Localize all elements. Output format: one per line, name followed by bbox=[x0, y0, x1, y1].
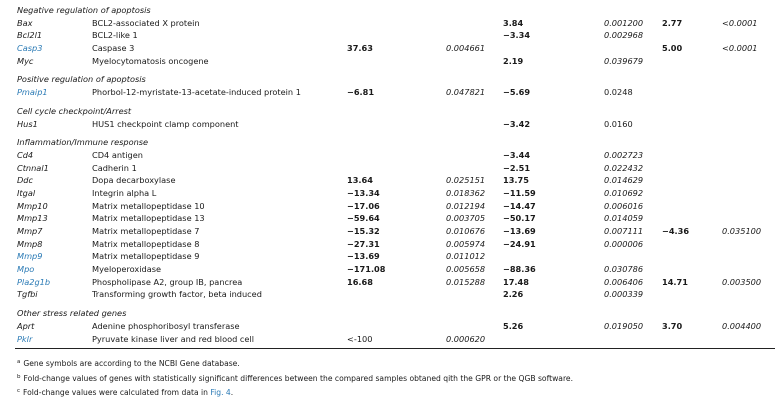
table-row bbox=[0, 250, 776, 263]
p-value-1: 0.005658 bbox=[446, 264, 486, 275]
gene-name: Matrix metallopeptidase 9 bbox=[92, 251, 200, 262]
gene-symbol: Ddc bbox=[17, 175, 34, 186]
p-value-2: 0.002968 bbox=[604, 30, 644, 41]
gene-table bbox=[0, 4, 776, 345]
footnote-a: $^a$ Gene symbols are according to the NCBI Gene database. bbox=[17, 359, 240, 368]
section-heading bbox=[0, 73, 776, 86]
p-value-2: 0.007111 bbox=[604, 226, 644, 236]
p-value-1: 0.000620 bbox=[446, 333, 486, 344]
table-row bbox=[0, 238, 776, 251]
p-value-1: 0.018362 bbox=[446, 187, 486, 198]
fold-change-2: −3.44 bbox=[503, 149, 531, 160]
fold-change-2: 2.19 bbox=[503, 55, 524, 66]
footnote-c: $^c$ Fold-change values were calculated from data in Fig. 4. bbox=[17, 388, 234, 397]
table-row bbox=[0, 55, 776, 68]
fold-change-1: 37.63 bbox=[347, 43, 373, 54]
figure-link[interactable]: Fig. 4 bbox=[210, 388, 231, 397]
table-row bbox=[0, 118, 776, 131]
p-value-1: 0.025151 bbox=[446, 175, 486, 186]
p-value-1: 0.005974 bbox=[446, 238, 486, 249]
gene-name: Matrix metallopeptidase 7 bbox=[92, 226, 200, 236]
p-value-2: 0.039679 bbox=[604, 55, 644, 66]
gene-name: Phorbol-12-myristate-13-acetate-induced protein 1 bbox=[92, 87, 301, 98]
fold-change-2: −24.91 bbox=[503, 238, 536, 249]
gene-symbol: Mmp13 bbox=[17, 213, 48, 224]
table-row bbox=[0, 200, 776, 213]
gene-name: HUS1 checkpoint clamp component bbox=[92, 118, 239, 129]
gene-symbol: Mmp7 bbox=[17, 226, 43, 236]
section-title: Other stress related genes bbox=[17, 308, 127, 319]
section-heading bbox=[0, 105, 776, 118]
section-title: Negative regulation of apoptosis bbox=[17, 5, 151, 15]
fold-change-1: −13.69 bbox=[347, 251, 380, 262]
table-row bbox=[0, 212, 776, 225]
gene-name: Cadherin 1 bbox=[92, 162, 137, 173]
fold-change-1: <-100 bbox=[347, 333, 373, 344]
table-row bbox=[0, 320, 776, 333]
p-value-1: 0.011012 bbox=[446, 251, 486, 262]
table-row bbox=[0, 276, 776, 289]
section-title: Positive regulation of apoptosis bbox=[17, 74, 146, 85]
p-value-3: 0.004400 bbox=[722, 320, 762, 331]
gene-name: Transforming growth factor, beta induced bbox=[92, 289, 262, 300]
p-value-2: 0.002723 bbox=[604, 149, 644, 160]
gene-symbol: Mmp8 bbox=[17, 238, 43, 249]
gene-name: Pyruvate kinase liver and red blood cell bbox=[92, 333, 254, 344]
gene-symbol: Hus1 bbox=[17, 118, 38, 129]
section-heading bbox=[0, 136, 776, 149]
fold-change-2: 3.84 bbox=[503, 17, 524, 28]
p-value-2: 0.030786 bbox=[604, 264, 644, 275]
fold-change-2: −3.34 bbox=[503, 30, 531, 41]
gene-name: Matrix metallopeptidase 13 bbox=[92, 213, 205, 224]
p-value-2: 0.019050 bbox=[604, 320, 644, 331]
p-value-1: 0.004661 bbox=[446, 43, 486, 54]
fold-change-1: 16.68 bbox=[347, 276, 373, 287]
gene-name: Integrin alpha L bbox=[92, 187, 157, 198]
p-value-1: 0.010676 bbox=[446, 226, 486, 236]
fold-change-2: 17.48 bbox=[503, 276, 529, 287]
fold-change-1: −6.81 bbox=[347, 87, 375, 98]
p-value-3: 0.003500 bbox=[722, 276, 762, 287]
table-row bbox=[0, 187, 776, 200]
table-row bbox=[0, 86, 776, 99]
table-row bbox=[0, 288, 776, 301]
section-title: Cell cycle checkpoint/Arrest bbox=[17, 105, 132, 116]
fold-change-3: −4.36 bbox=[662, 226, 690, 236]
section-heading bbox=[0, 4, 776, 17]
gene-symbol: Bax bbox=[17, 17, 33, 28]
p-value-3: <0.0001 bbox=[722, 17, 758, 28]
table-row bbox=[0, 29, 776, 42]
gene-symbol: Itgal bbox=[17, 187, 36, 198]
p-value-2: 0.006406 bbox=[604, 276, 644, 287]
fold-change-1: −17.06 bbox=[347, 200, 380, 211]
gene-symbol: Ctnnal1 bbox=[17, 162, 49, 173]
table-row bbox=[0, 225, 776, 238]
footnotes bbox=[17, 356, 767, 400]
table-bottom-rule bbox=[15, 348, 775, 349]
gene-symbol: Tgfbi bbox=[17, 289, 38, 300]
gene-name: BCL2-associated X protein bbox=[92, 17, 200, 28]
p-value-2: 0.0160 bbox=[604, 118, 633, 129]
p-value-2: 0.014629 bbox=[604, 175, 644, 186]
gene-name: Myeloperoxidase bbox=[92, 264, 162, 275]
fold-change-2: 13.75 bbox=[503, 175, 529, 186]
fold-change-2: −3.42 bbox=[503, 118, 531, 129]
fold-change-1: −13.34 bbox=[347, 187, 380, 198]
p-value-2: 0.022432 bbox=[604, 162, 644, 173]
table-row bbox=[0, 162, 776, 175]
gene-symbol: Cd4 bbox=[17, 149, 34, 160]
table-row bbox=[0, 149, 776, 162]
gene-symbol[interactable]: Mpo bbox=[17, 264, 35, 275]
p-value-2: 0.001200 bbox=[604, 17, 644, 28]
p-value-2: 0.006016 bbox=[604, 200, 644, 211]
fold-change-3: 14.71 bbox=[662, 276, 688, 287]
footnote-b: $^b$ Fold-change values of genes with statistically significant differences between the compared samples obtaned qith the GPR or the QGB software. bbox=[17, 373, 573, 383]
fold-change-2: −14.47 bbox=[503, 200, 536, 211]
p-value-3: 0.035100 bbox=[722, 226, 762, 236]
fold-change-1: −15.32 bbox=[347, 226, 380, 236]
gene-name: Dopa decarboxylase bbox=[92, 175, 176, 186]
gene-symbol[interactable]: Pklr bbox=[17, 333, 33, 344]
p-value-2: 0.000339 bbox=[604, 289, 644, 300]
fold-change-2: −5.69 bbox=[503, 87, 531, 98]
gene-name: Matrix metallopeptidase 8 bbox=[92, 238, 200, 249]
gene-name: Myelocytomatosis oncogene bbox=[92, 55, 209, 66]
p-value-1: 0.003705 bbox=[446, 213, 486, 224]
table-row bbox=[0, 42, 776, 55]
p-value-2: 0.010692 bbox=[604, 187, 644, 198]
fold-change-2: −13.69 bbox=[503, 226, 536, 236]
table-row bbox=[0, 174, 776, 187]
gene-symbol: Mmp10 bbox=[17, 200, 48, 211]
gene-symbol[interactable]: Pmaip1 bbox=[17, 87, 48, 98]
gene-name: Adenine phosphoribosyl transferase bbox=[92, 320, 240, 331]
fold-change-2: −88.36 bbox=[503, 264, 536, 275]
gene-symbol: Bcl2l1 bbox=[17, 30, 43, 41]
p-value-2: 0.0248 bbox=[604, 87, 633, 98]
fold-change-1: 13.64 bbox=[347, 175, 373, 186]
fold-change-2: −11.59 bbox=[503, 187, 536, 198]
gene-symbol[interactable]: Pla2g1b bbox=[17, 276, 51, 287]
p-value-1: 0.047821 bbox=[446, 87, 486, 98]
gene-name: BCL2-like 1 bbox=[92, 30, 138, 41]
table-row bbox=[0, 333, 776, 346]
gene-symbol: Aprt bbox=[17, 320, 35, 331]
fold-change-2: −50.17 bbox=[503, 213, 536, 224]
fold-change-2: 2.26 bbox=[503, 289, 524, 300]
fold-change-2: 5.26 bbox=[503, 320, 524, 331]
fold-change-3: 5.00 bbox=[662, 43, 683, 54]
section-title: Inflammation/Immune response bbox=[17, 137, 149, 148]
gene-symbol[interactable]: Mmp9 bbox=[17, 251, 43, 262]
table-row bbox=[0, 17, 776, 30]
fold-change-1: −171.08 bbox=[347, 264, 386, 275]
p-value-1: 0.015288 bbox=[446, 276, 486, 287]
gene-name: Phospholipase A2, group IB, pancrea bbox=[92, 276, 243, 287]
gene-name: Caspase 3 bbox=[92, 43, 135, 54]
p-value-2: 0.000006 bbox=[604, 238, 644, 249]
gene-symbol[interactable]: Casp3 bbox=[17, 43, 43, 54]
fold-change-1: −27.31 bbox=[347, 238, 380, 249]
p-value-1: 0.012194 bbox=[446, 200, 486, 211]
fold-change-3: 2.77 bbox=[662, 17, 683, 28]
table-row bbox=[0, 263, 776, 276]
gene-name: CD4 antigen bbox=[92, 149, 143, 160]
p-value-2: 0.014059 bbox=[604, 213, 644, 224]
fold-change-3: 3.70 bbox=[662, 320, 683, 331]
fold-change-1: −59.64 bbox=[347, 213, 380, 224]
gene-symbol: Myc bbox=[17, 55, 34, 66]
p-value-3: <0.0001 bbox=[722, 43, 758, 54]
fold-change-2: −2.51 bbox=[503, 162, 531, 173]
gene-name: Matrix metallopeptidase 10 bbox=[92, 200, 205, 211]
section-heading bbox=[0, 307, 776, 320]
